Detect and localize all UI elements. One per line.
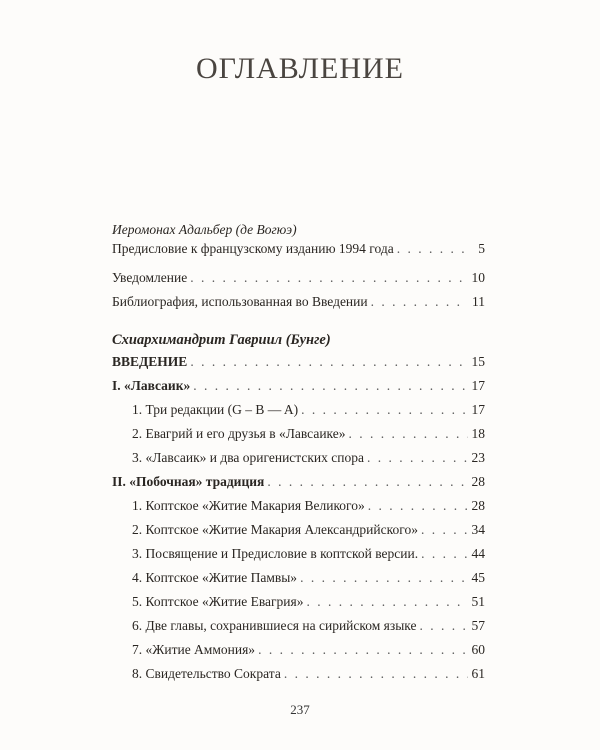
page-number: 237	[290, 702, 310, 717]
toc-entry-label: 4. Коптское «Житие Памвы»	[132, 570, 298, 585]
toc-entry-label: ВВЕДЕНИЕ	[112, 354, 188, 369]
toc-entry-label: Уведомление	[112, 270, 188, 285]
toc-entry-label: 3. Посвящение и Предисловие в коптской версии.	[132, 546, 419, 561]
dot-leader	[190, 354, 468, 370]
dot-leader	[284, 666, 468, 682]
toc-entry	[0, 378, 600, 398]
toc-entry-page: 51	[471, 594, 485, 609]
toc-entry-page: 15	[471, 354, 485, 369]
toc-entry-page: 28	[471, 474, 485, 489]
dot-leader	[367, 450, 468, 466]
dot-leader	[307, 594, 469, 610]
dot-leader	[397, 241, 468, 257]
toc-entry-label: 2. Коптское «Житие Макария Александрийского»	[132, 522, 418, 537]
toc-entry-page: 5	[478, 241, 485, 256]
toc-entry	[0, 222, 600, 242]
dot-leader	[368, 498, 468, 514]
dot-leader	[349, 426, 468, 442]
toc-entry-page: 10	[471, 270, 485, 285]
dot-leader	[258, 642, 468, 658]
page-title: ОГЛАВЛЕНИЕ	[196, 52, 404, 85]
toc-entry-page: 18	[471, 426, 485, 441]
toc-entry-label: 1. Коптское «Житие Макария Великого»	[132, 498, 365, 513]
toc-entry-label: I. «Лавсаик»	[112, 378, 191, 393]
toc-entry-label: Схиархимандрит Гавриил (Бунге)	[112, 332, 331, 348]
toc-entry-label: Иеромонах Адальбер (де Вогюэ)	[112, 222, 297, 237]
dot-leader	[421, 522, 468, 538]
dot-leader	[300, 570, 468, 586]
toc-entry	[0, 332, 600, 352]
toc-entry-page: 17	[471, 378, 485, 393]
toc-entry-label: 3. «Лавсаик» и два оригенистских спора	[132, 450, 364, 465]
toc-entry-label: Предисловие к французскому изданию 1994 года	[112, 241, 394, 256]
toc-entry-label: 2. Евагрий и его друзья в «Лавсаике»	[132, 426, 346, 441]
toc-entry-label: 1. Три редакции (G – B — A)	[132, 402, 299, 417]
toc-entry-page: 28	[471, 498, 485, 513]
toc-entry	[0, 666, 600, 686]
toc-entry	[0, 498, 600, 518]
dot-leader	[190, 270, 468, 286]
toc-entry-page: 57	[471, 618, 485, 633]
toc-entry-page: 45	[471, 570, 485, 585]
toc-entry	[0, 594, 600, 614]
toc-entry	[0, 642, 600, 662]
toc-entry-label: 6. Две главы, сохранившиеся на сирийском языке	[132, 618, 417, 633]
toc-entry	[0, 270, 600, 290]
toc-entry	[0, 354, 600, 374]
toc-entry-label: 8. Свидетельство Сократа	[132, 666, 281, 681]
toc-entry	[0, 450, 600, 470]
dot-leader	[421, 546, 468, 562]
toc-entry	[0, 402, 600, 422]
toc-entry-label: 7. «Житие Аммония»	[132, 642, 256, 657]
toc-entry-page: 17	[471, 402, 485, 417]
dot-leader	[301, 402, 468, 418]
toc-entry	[0, 570, 600, 590]
toc-entry	[0, 474, 600, 494]
dot-leader	[420, 618, 468, 634]
dot-leader	[267, 474, 468, 490]
toc-entry-page: 34	[471, 522, 485, 537]
dot-leader	[371, 294, 468, 310]
toc-entry-label: 5. Коптское «Житие Евагрия»	[132, 594, 304, 609]
toc-entry-label: Библиография, использованная во Введении	[112, 294, 368, 309]
toc-entry	[0, 426, 600, 446]
toc-entry-page: 23	[471, 450, 485, 465]
toc-entry	[0, 241, 600, 261]
toc-entry	[0, 294, 600, 314]
toc-entry-page: 11	[472, 294, 485, 309]
toc-entry-page: 61	[471, 666, 485, 681]
dot-leader	[193, 378, 468, 394]
toc-entry	[0, 546, 600, 566]
toc-entry-page: 44	[471, 546, 485, 561]
toc-entry-label: II. «Побочная» традиция	[112, 474, 265, 489]
toc-entry	[0, 618, 600, 638]
toc-entry-page: 60	[471, 642, 485, 657]
toc-entry	[0, 522, 600, 542]
